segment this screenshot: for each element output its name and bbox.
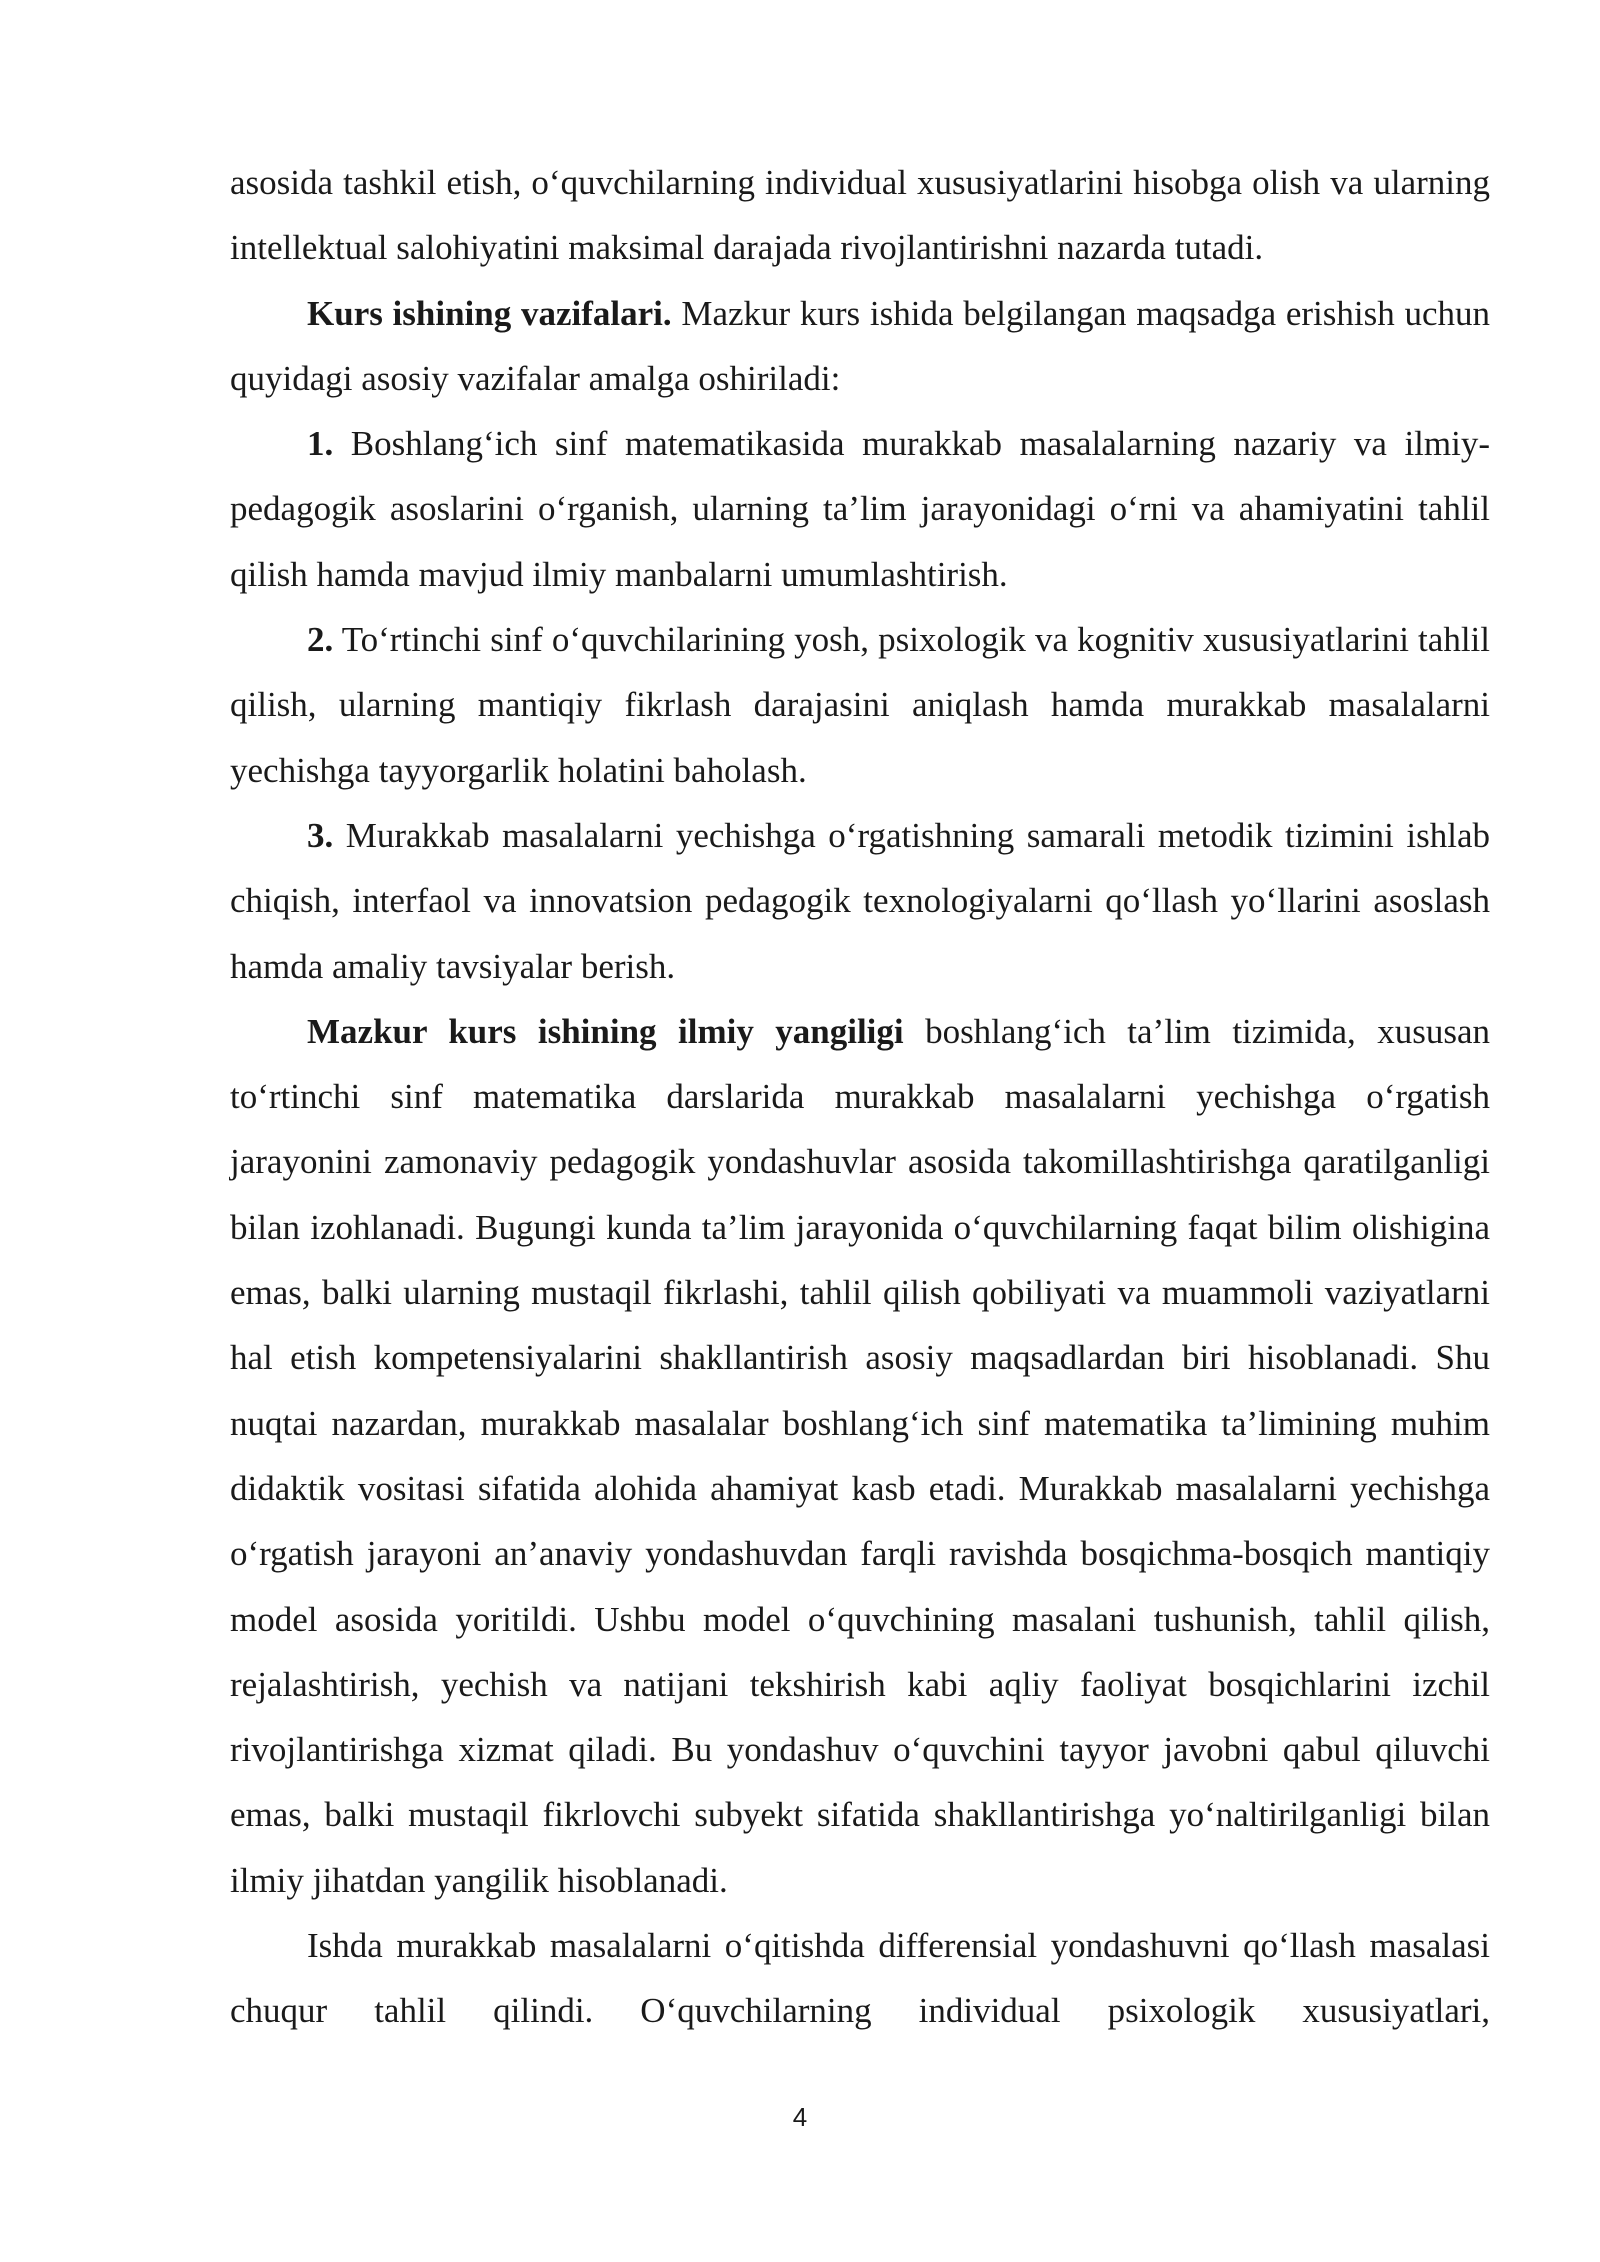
- paragraph-scientific-novelty: [230, 999, 1490, 1913]
- paragraph-text: Mazkur kurs ishida belgilangan maqsadga erishish uchun quyidagi asosiy vazifalar amalga oshiriladi:: [230, 293, 1490, 398]
- paragraph-differential-approach: [230, 1913, 1490, 2044]
- task-text: To‘rtinchi sinf o‘quvchilarining yosh, psixologik va kognitiv xususiyatlarini tahlil qilish, ularning mantiqiy fikrlash darajasini aniqlash hamda murakkab masalalarni yechishga tayyorgarlik holatini baholash.: [230, 620, 1490, 790]
- paragraph-text: Ishda murakkab masalalarni o‘qitishda differensial yondashuvni qo‘llash masalasi chuqur tahlil qilindi. O‘quvchilarning individual psixologik xususiyatlari,: [230, 1926, 1490, 2031]
- task-item-1: [230, 411, 1490, 607]
- paragraph-text: asosida tashkil etish, o‘quvchilarning individual xususiyatlarini hisobga olish va ularning intellektual salohiyatini maksimal darajada rivojlantirishni nazarda tutadi.: [230, 163, 1490, 268]
- paragraph-text: boshlang‘ich ta’lim tizimida, xususan to‘rtinchi sinf matematika darslarida murakkab masalalarni yechishga o‘rgatish jarayonini zamonaviy pedagogik yondashuvlar asosida takomillashtirishga qaratilganligi bilan izohlanadi. Bugungi kunda ta’lim jarayonida o‘quvchilarning faqat bilim olishigina emas, balki ularning mustaqil fikrlashi, tahlil qilish qobiliyati va muammoli vaziyatlarni hal etish kompetensiyalarini shakllantirish asosiy maqsadlardan biri hisoblanadi. Shu nuqtai nazardan, murakkab masalalar boshlang‘ich sinf matematika ta’limining muhim didaktik vositasi sifatida alohida ahamiyat kasb etadi. Murakkab masalalarni yechishga o‘rgatish jarayoni an’anaviy yondashuvdan farqli ravishda bosqichma-bosqich mantiqiy model asosida yoritildi. Ushbu model o‘quvchining masalani tushunish, tahlil qilish, rejalashtirish, yechish va natijani tekshirish kabi aqliy faoliyat bosqichlarini izchil rivojlantirishga xizmat qiladi. Bu yondashuv o‘quvchini tayyor javobni qabul qiluvchi emas, balki mustaqil fikrlovchi subyekt sifatida shakllantirishga yo‘naltirilganligi bilan ilmiy jihatdan yangilik hisoblanadi.: [230, 1011, 1490, 1900]
- paragraph-tasks-intro: [230, 281, 1490, 412]
- paragraph-lead-bold: Kurs ishining vazifalari.: [307, 293, 672, 333]
- paragraph-lead-bold: Mazkur kurs ishining ilmiy yangiligi: [307, 1011, 904, 1051]
- task-text: Murakkab masalalarni yechishga o‘rgatishning samarali metodik tizimini ishlab chiqish, interfaol va innovatsion pedagogik texnologiyalarni qo‘llash yo‘llarini asoslash hamda amaliy tavsiyalar berish.: [230, 815, 1490, 986]
- paragraph-continuation: [230, 150, 1490, 281]
- page-number: 4: [792, 2102, 808, 2132]
- task-item-2: [230, 607, 1490, 803]
- task-number: 3.: [307, 815, 334, 855]
- task-number: 2.: [307, 620, 334, 660]
- task-number: 1.: [307, 424, 334, 464]
- task-item-3: [230, 803, 1490, 999]
- document-page: [230, 150, 1490, 2044]
- task-text: Boshlang‘ich sinf matematikasida murakkab masalalarning nazariy va ilmiy-pedagogik asoslarini o‘rganish, ularning ta’lim jarayonidagi o‘rni va ahamiyatini tahlil qilish hamda mavjud ilmiy manbalarni umumlashtirish.: [230, 424, 1490, 594]
